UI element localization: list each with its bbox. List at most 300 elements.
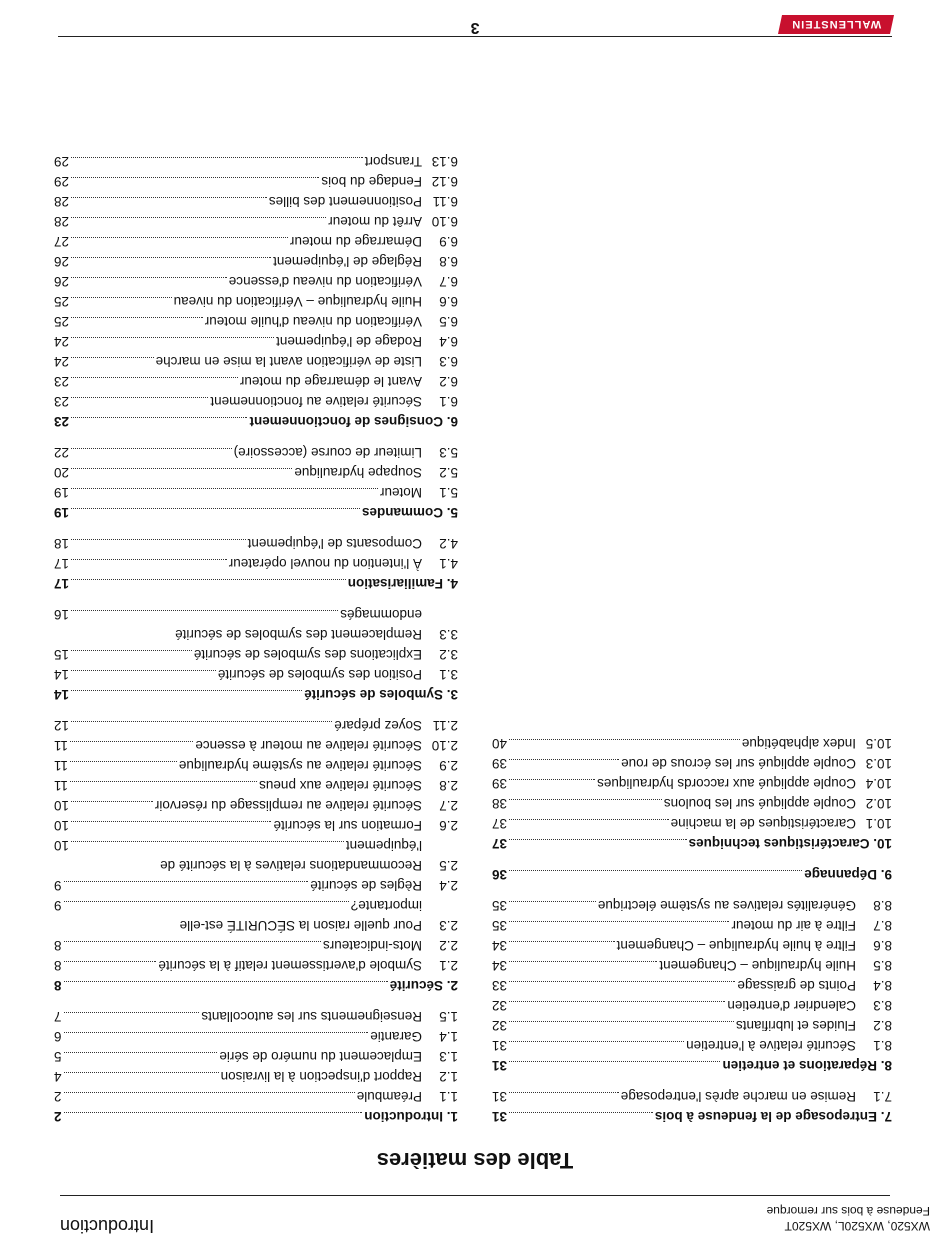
toc-entry-label: Explications des symboles de sécurité (193, 647, 422, 662)
toc-entry[interactable] (54, 351, 458, 371)
dot-leader (71, 579, 346, 580)
toc-entry-label: Rodage de l'équipement (276, 334, 422, 349)
dot-leader (509, 941, 615, 942)
toc-section-heading[interactable] (492, 833, 892, 853)
toc-entry[interactable] (492, 773, 892, 793)
toc-entry[interactable] (54, 391, 458, 411)
toc-page-number: 36 (492, 867, 508, 882)
toc-entry-label: endommagés (340, 607, 422, 622)
toc-spacer (54, 522, 458, 533)
toc-section-heading[interactable] (54, 1106, 458, 1126)
dot-leader (509, 1061, 720, 1062)
toc-page-number: 23 (54, 414, 70, 429)
toc-entry-number: 6.6 (439, 294, 458, 309)
toc-entry-label: Position des symboles de sécurité (217, 667, 422, 682)
toc-entry-number: 10.1 (865, 816, 892, 831)
toc-entry-number: 8.4 (873, 978, 892, 993)
toc-page-number: 5 (54, 1049, 62, 1064)
toc-page-number: 9 (54, 878, 62, 893)
toc-entry-number: 1.5 (439, 1009, 458, 1024)
toc-spacer (492, 1075, 892, 1086)
dot-leader (71, 468, 292, 469)
toc-spacer (492, 884, 892, 895)
toc-entry-number: 6.4 (439, 334, 458, 349)
toc-entry[interactable] (54, 231, 458, 251)
toc-entry[interactable] (492, 1015, 892, 1035)
dot-leader (509, 1112, 653, 1113)
toc-entry-label: Points de graissage (737, 978, 856, 993)
toc-page-number: 24 (54, 354, 70, 369)
toc-entry-number: 6.7 (439, 274, 458, 289)
dot-leader (509, 921, 729, 922)
toc-entry-label: 5. Commandes (361, 505, 458, 520)
dot-leader (71, 417, 247, 418)
toc-entry-label: Sécurité relative au moteur à essence (195, 738, 422, 753)
toc-entry-number: 2.7 (439, 798, 458, 813)
toc-entry-number: 6.9 (439, 234, 458, 249)
toc-entry[interactable] (54, 624, 458, 644)
toc-entry-number: 6.3 (439, 354, 458, 369)
section-title: Introduction (60, 1216, 155, 1236)
dot-leader (509, 739, 740, 740)
toc-page-number: 37 (492, 816, 508, 831)
toc-entry-number: 8.2 (873, 1018, 892, 1033)
toc-entry-label: Vérification du niveau d'essence (228, 274, 422, 289)
dot-leader (509, 870, 802, 871)
toc-entry-number: 6.12 (431, 174, 458, 189)
toc-entry[interactable] (54, 371, 458, 391)
toc-entry-label: Réglage de l'équipement (273, 254, 422, 269)
toc-entry-label: Généralités relatives au système électrique (597, 898, 856, 913)
toc-page-number: 9 (54, 898, 62, 913)
toc-page-number: 19 (54, 505, 70, 520)
toc-entry-label: Soupape hydraulique (294, 465, 422, 480)
toc-entry-number: 2.3 (439, 918, 458, 933)
toc-spacer (54, 593, 458, 604)
toc-entry[interactable] (54, 775, 458, 795)
toc-page-number: 23 (54, 374, 70, 389)
dot-leader (71, 257, 271, 258)
dot-leader (64, 1112, 363, 1113)
toc-entry-label: Soyez préparé (334, 718, 422, 733)
toc-entry[interactable] (54, 895, 458, 915)
dot-leader (509, 1041, 684, 1042)
toc-entry[interactable] (54, 795, 458, 815)
dot-leader (71, 508, 360, 509)
toc-entry[interactable] (54, 604, 458, 624)
toc-page-number: 17 (54, 576, 70, 591)
dot-leader (64, 941, 321, 942)
toc-page-number: 8 (54, 978, 62, 993)
toc-entry[interactable] (54, 533, 458, 553)
toc-spacer (54, 995, 458, 1006)
toc-page-number: 39 (492, 776, 508, 791)
toc-page-number: 2 (54, 1109, 62, 1124)
dot-leader (509, 779, 595, 780)
toc-page-number: 40 (492, 736, 508, 751)
toc-entry[interactable] (54, 251, 458, 271)
toc-section-heading[interactable] (54, 573, 458, 593)
toc-entry-label: Couple appliqué sur les écrous de roue (621, 756, 856, 771)
toc-entry-label: Rapport d'inspection à la livraison (220, 1069, 422, 1084)
toc-entry-number: 5.3 (439, 445, 458, 460)
dot-leader (509, 1021, 734, 1022)
dot-leader (71, 297, 172, 298)
dot-leader (509, 819, 669, 820)
toc-entry[interactable] (54, 271, 458, 291)
toc-entry-number: 2.4 (439, 878, 458, 893)
toc-entry-label: Démarrage du moteur (289, 234, 422, 249)
toc-spacer (54, 431, 458, 442)
toc-entry-number: 10.4 (865, 776, 892, 791)
toc-page-number: 24 (54, 334, 70, 349)
toc-entry-label: Sécurité relative au remplissage du réservoir (154, 798, 422, 813)
toc-entry-label: Sécurité relative aux pneus (259, 778, 422, 793)
toc-page-number: 31 (492, 1058, 508, 1073)
toc-page-number: 39 (492, 756, 508, 771)
toc-entry[interactable] (492, 915, 892, 935)
dot-leader (509, 1001, 725, 1002)
toc-spacer (54, 704, 458, 715)
toc-entry-label: Préambule (356, 1089, 422, 1104)
toc-entry[interactable] (54, 331, 458, 351)
toc-entry-number: 8.1 (873, 1038, 892, 1053)
toc-page-number: 23 (54, 394, 70, 409)
toc-entry[interactable] (54, 553, 458, 573)
toc-entry-number: 6.1 (439, 394, 458, 409)
toc-page-number: 37 (492, 836, 508, 851)
toc-entry-label: Symbole d'avertissement relatif à la sécurité (158, 958, 422, 973)
toc-entry[interactable] (54, 462, 458, 482)
toc-entry[interactable] (54, 715, 458, 735)
toc-entry-label: Recommandations relatives à la sécurité de (160, 858, 422, 873)
toc-page-number: 29 (54, 154, 70, 169)
toc-entry[interactable] (492, 895, 892, 915)
toc-page-number: 10 (54, 798, 70, 813)
toc-entry-label: Filtre à air du moteur (731, 918, 856, 933)
toc-page-number: 18 (54, 536, 70, 551)
toc-page-number: 14 (54, 667, 70, 682)
toc-entry[interactable] (54, 835, 458, 855)
toc-entry-number: 10.5 (865, 736, 892, 751)
toc-page-number: 17 (54, 556, 70, 571)
toc-entry-label: Fluides et lubrifiants (735, 1018, 856, 1033)
toc-entry-label: 1. Introduction (364, 1109, 458, 1124)
toc-entry-number: 2.6 (439, 818, 458, 833)
toc-page-number: 34 (492, 958, 508, 973)
toc-entry[interactable] (54, 855, 458, 875)
dot-leader (64, 1092, 355, 1093)
dot-leader (71, 841, 344, 842)
toc-entry-label: Positionnement des billes (268, 194, 422, 209)
toc-entry-number: 5.1 (439, 485, 458, 500)
model-line: WX520, WX520L, WX520T (784, 1219, 930, 1233)
toc-page-number: 11 (54, 758, 69, 773)
toc-page-number: 38 (492, 796, 508, 811)
toc-entry[interactable] (492, 813, 892, 833)
toc-page-number: 25 (54, 294, 70, 309)
toc-entry-label: Sécurité relative au système hydraulique (178, 758, 422, 773)
dot-leader (509, 961, 657, 962)
dot-leader (71, 217, 326, 218)
toc-page-number: 7 (54, 1009, 62, 1024)
dot-leader (71, 197, 267, 198)
toc-entry-number: 6.10 (431, 214, 458, 229)
toc-section-heading[interactable] (492, 1055, 892, 1075)
toc-page-number: 19 (54, 485, 70, 500)
toc-entry-label: Sécurité relative au fonctionnement (210, 394, 422, 409)
dot-leader (64, 1032, 369, 1033)
dot-leader (71, 277, 227, 278)
toc-page-number: 29 (54, 174, 70, 189)
toc-entry-label: Couple appliqué sur les boulons (663, 796, 856, 811)
toc-entry[interactable] (54, 151, 458, 171)
dot-leader (70, 741, 193, 742)
toc-entry-number: 2.9 (439, 758, 458, 773)
toc-page-number: 22 (54, 445, 70, 460)
toc-page-number: 25 (54, 314, 70, 329)
dot-leader (71, 670, 216, 671)
toc-entry-number: 3.1 (439, 667, 458, 682)
toc-entry-number: 1.4 (439, 1029, 458, 1044)
toc-entry[interactable] (54, 211, 458, 231)
dot-leader (71, 337, 274, 338)
toc-entry[interactable] (54, 171, 458, 191)
toc-entry[interactable] (54, 1006, 458, 1026)
toc-entry-number: 10.2 (865, 796, 892, 811)
dot-leader (71, 377, 238, 378)
toc-entry-label: 4. Familiarisation (347, 576, 458, 591)
toc-entry[interactable] (54, 1066, 458, 1086)
dot-leader (509, 759, 619, 760)
page-title: Table des matières (376, 1148, 574, 1173)
toc-entry-label: Composants de l'équipement (247, 536, 422, 551)
toc-entry[interactable] (492, 733, 892, 753)
toc-entry[interactable] (492, 935, 892, 955)
toc-section-heading[interactable] (54, 502, 458, 522)
toc-page-number: 31 (492, 1089, 508, 1104)
toc-section-heading[interactable] (492, 1106, 892, 1126)
dot-leader (64, 1012, 200, 1013)
dot-leader (509, 839, 687, 840)
toc-entry-label: Remplacement des symboles de sécurité (175, 627, 422, 642)
toc-entry-label: Index alphabétique (741, 736, 856, 751)
toc-column-left (54, 151, 458, 1126)
toc-entry[interactable] (54, 915, 458, 935)
dot-leader (71, 157, 363, 158)
brand-text: WALLENSTEIN (791, 18, 881, 31)
toc-entry-number: 5.2 (439, 465, 458, 480)
toc-entry[interactable] (54, 935, 458, 955)
toc-page-number: 20 (54, 465, 70, 480)
dot-leader (71, 488, 378, 489)
product-line: Fendeuse à bois sur remorque (766, 1204, 930, 1218)
toc-entry-label: Huile hydraulique – Vérification du niveau (173, 294, 422, 309)
toc-entry-number: 8.3 (873, 998, 892, 1013)
header-divider (60, 1195, 890, 1196)
toc-entry-label: Remise en marche après l'entreposage (620, 1089, 856, 1104)
toc-entry-label: l'équipement (345, 838, 422, 853)
dot-leader (70, 781, 257, 782)
dot-leader (64, 961, 157, 962)
toc-page-number: 15 (54, 647, 70, 662)
dot-leader (71, 448, 232, 449)
toc-section-heading[interactable] (492, 864, 892, 884)
toc-entry-number: 2.1 (439, 958, 458, 973)
toc-entry-number: 8.7 (873, 918, 892, 933)
toc-entry-label: Arrêt du moteur (328, 214, 422, 229)
toc-page-number: 34 (492, 938, 508, 953)
toc-spacer (492, 853, 892, 864)
toc-entry-label: Calendrier d'entretien (727, 998, 856, 1013)
toc-entry-number: 4.1 (439, 556, 458, 571)
model-header (767, 1203, 930, 1233)
toc-entry-label: Transport (364, 154, 422, 169)
dot-leader (64, 901, 349, 902)
toc-entry[interactable] (492, 955, 892, 975)
toc-page-number: 2 (54, 1089, 62, 1104)
toc-page-number: 10 (54, 818, 70, 833)
toc-page-number: 11 (54, 778, 69, 793)
toc-entry-number: 2.2 (439, 938, 458, 953)
dot-leader (509, 981, 735, 982)
toc-entry-label: Limiteur de course (accessoire) (233, 445, 422, 460)
toc-entry[interactable] (54, 1026, 458, 1046)
dot-leader (71, 177, 319, 178)
toc-entry[interactable] (54, 735, 458, 755)
toc-page-number: 31 (492, 1109, 508, 1124)
dot-leader (71, 821, 271, 822)
dot-leader (71, 357, 154, 358)
toc-entry-number: 6.5 (439, 314, 458, 329)
toc-entry[interactable] (54, 311, 458, 331)
toc-entry-label: Moteur (379, 485, 422, 500)
toc-entry-label: 9. Dépannage (804, 867, 892, 882)
toc-entry-number: 2.8 (439, 778, 458, 793)
toc-entry[interactable] (54, 291, 458, 311)
dot-leader (509, 1092, 619, 1093)
toc-page-number: 35 (492, 898, 508, 913)
toc-page-number: 28 (54, 194, 70, 209)
toc-entry[interactable] (492, 793, 892, 813)
toc-section-heading[interactable] (54, 975, 458, 995)
dot-leader (71, 801, 153, 802)
footer-divider (58, 36, 892, 37)
dot-leader (71, 610, 338, 611)
toc-entry-label: Liste de vérification avant la mise en marche (155, 354, 422, 369)
toc-page-number: 33 (492, 978, 508, 993)
toc-section-heading[interactable] (54, 684, 458, 704)
toc-page-number: 26 (54, 274, 70, 289)
toc-page-number: 35 (492, 918, 508, 933)
toc-entry[interactable] (492, 1035, 892, 1055)
toc-entry-label: Vérification du niveau d'huile moteur (204, 314, 422, 329)
toc-page-number: 8 (54, 958, 62, 973)
toc-page-number: 31 (492, 1038, 508, 1053)
toc-entry-label: Formation sur la sécurité (273, 818, 422, 833)
toc-entry-number: 1.3 (439, 1049, 458, 1064)
toc-entry[interactable] (492, 995, 892, 1015)
toc-page-number: 4 (54, 1069, 62, 1084)
toc-entry[interactable] (492, 753, 892, 773)
dot-leader (70, 761, 177, 762)
toc-entry[interactable] (54, 875, 458, 895)
toc-entry-label: Règles de sécurité (310, 878, 422, 893)
toc-entry[interactable] (54, 191, 458, 211)
toc-entry-number: 2.11 (432, 718, 458, 733)
toc-entry-label: Avant le démarrage du moteur (239, 374, 422, 389)
toc-page-number: 8 (54, 938, 62, 953)
toc-entry-label: Huile hydraulique – Changement (659, 958, 856, 973)
toc-entry[interactable] (54, 644, 458, 664)
toc-entry-number: 2.10 (431, 738, 458, 753)
toc-page-number: 16 (54, 607, 70, 622)
toc-entry-label: Couple appliqué aux raccords hydrauliques (597, 776, 856, 791)
toc-section-heading[interactable] (54, 411, 458, 431)
toc-entry-number: 8.5 (873, 958, 892, 973)
toc-page-number: 11 (54, 738, 69, 753)
wallenstein-logo (778, 15, 894, 34)
toc-entry-number: 6.13 (431, 154, 458, 169)
toc-entry-label: 8. Réparations et entretien (722, 1058, 892, 1073)
dot-leader (509, 799, 662, 800)
dot-leader (64, 1072, 219, 1073)
toc-entry[interactable] (54, 482, 458, 502)
dot-leader (71, 237, 288, 238)
toc-entry[interactable] (54, 442, 458, 462)
toc-entry-label: Caractéristiques de la machine (670, 816, 856, 831)
dot-leader (64, 881, 309, 882)
toc-entry[interactable] (54, 664, 458, 684)
toc-entry-number: 4.2 (439, 536, 458, 551)
toc-entry[interactable] (492, 975, 892, 995)
toc-entry[interactable] (54, 955, 458, 975)
toc-entry-label: Fendage du bois (321, 174, 422, 189)
toc-entry-label: Renseignements sur les autocollants (201, 1009, 422, 1024)
dot-leader (71, 690, 302, 691)
toc-entry-number: 1.2 (439, 1069, 458, 1084)
toc-entry[interactable] (54, 1086, 458, 1106)
toc-entry[interactable] (54, 815, 458, 835)
toc-page-number: 26 (54, 254, 70, 269)
toc-page-number: 14 (54, 687, 70, 702)
dot-leader (71, 559, 227, 560)
toc-page-number: 10 (54, 838, 70, 853)
dot-leader (71, 317, 203, 318)
toc-entry-label: 2. Sécurité (389, 978, 458, 993)
toc-entry-number: 1.1 (439, 1089, 458, 1104)
toc-entry-number: 3.3 (439, 627, 458, 642)
toc-entry-number: 10.3 (865, 756, 892, 771)
dot-leader (71, 650, 192, 651)
toc-entry[interactable] (54, 1046, 458, 1066)
dot-leader (71, 397, 208, 398)
toc-entry-number: 2.5 (439, 858, 458, 873)
dot-leader (64, 981, 388, 982)
toc-column-right (492, 733, 892, 1126)
toc-entry-label: 7. Entreposage de la fendeuse à bois (654, 1109, 892, 1124)
dot-leader (64, 1052, 218, 1053)
toc-entry-label: 10. Caractéristiques techniques (688, 836, 892, 851)
toc-entry[interactable] (492, 1086, 892, 1106)
dot-leader (71, 721, 332, 722)
toc-page-number: 32 (492, 1018, 508, 1033)
toc-entry[interactable] (54, 755, 458, 775)
toc-entry-label: Sécurité relative à l'entretien (686, 1038, 856, 1053)
toc-page-number: 27 (54, 234, 70, 249)
toc-entry-number: 8.6 (873, 938, 892, 953)
toc-entry-label: 6. Consignes de fonctionnement (249, 414, 458, 429)
